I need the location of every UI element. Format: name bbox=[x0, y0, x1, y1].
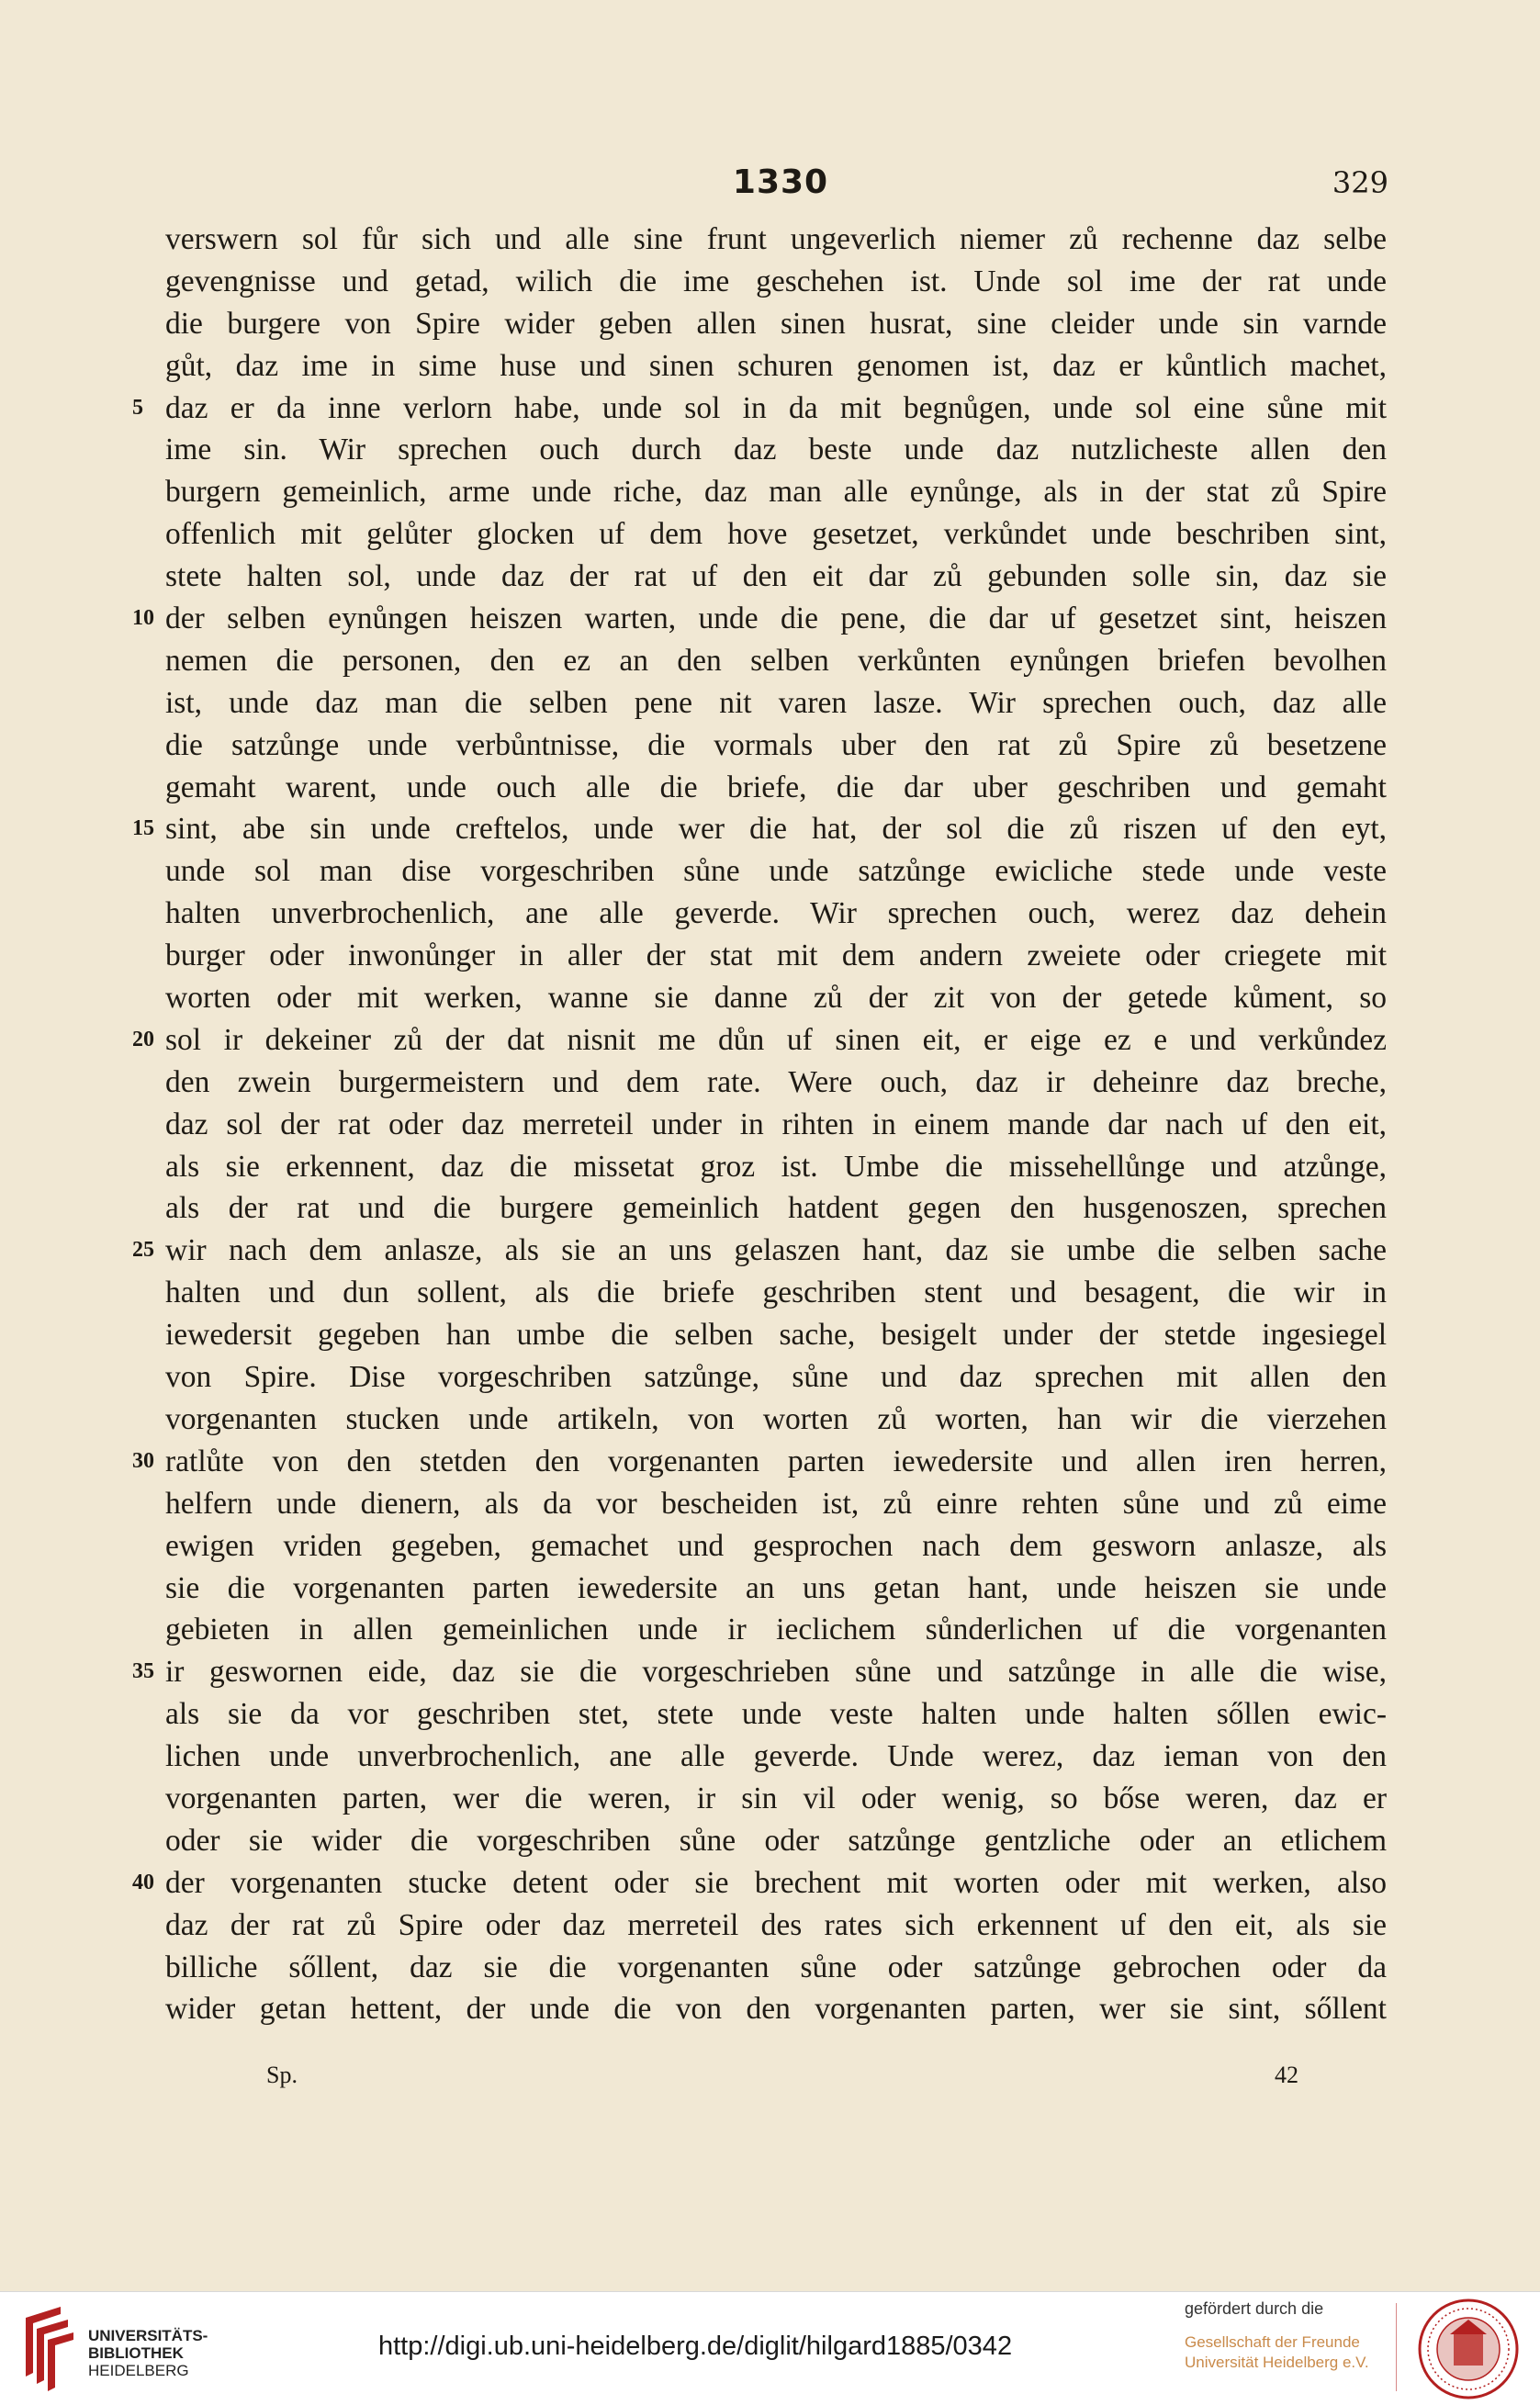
text-line bbox=[165, 1736, 1387, 1778]
text-line bbox=[165, 471, 1387, 513]
line-text: oder sie wider die vorgeschriben sůne oder satzůnge gentzliche oder an etlichem bbox=[165, 1823, 1387, 1858]
text-line bbox=[165, 977, 1387, 1019]
text-line bbox=[165, 345, 1387, 388]
line-text: sol ir dekeiner zů der dat nisnit me důn uf sinen eit, er eige ez e und verkůndez bbox=[165, 1022, 1387, 1057]
text-line bbox=[165, 1525, 1387, 1568]
text-line bbox=[165, 1104, 1387, 1146]
sponsor-name-line-2: Universität Heidelberg e.V. bbox=[1185, 2354, 1369, 2371]
line-number: 10 bbox=[132, 606, 154, 631]
text-line bbox=[165, 1272, 1387, 1314]
text-line bbox=[165, 850, 1387, 893]
header-year: 1330 bbox=[732, 163, 829, 201]
text-line bbox=[165, 1609, 1387, 1651]
body-text bbox=[132, 219, 1387, 2030]
line-text: burgern gemeinlich, arme unde riche, daz man alle eynůnge, als in der stat zů Spire bbox=[165, 475, 1387, 510]
line-text: von Spire. Dise vorgeschriben satzůnge, sůne und daz sprechen mit allen den bbox=[165, 1360, 1387, 1395]
text-line bbox=[132, 808, 1387, 850]
text-line bbox=[165, 1062, 1387, 1104]
line-text: ime sin. Wir sprechen ouch durch daz beste unde daz nutzlicheste allen den bbox=[165, 433, 1387, 467]
text-line bbox=[165, 1693, 1387, 1736]
text-line bbox=[165, 1314, 1387, 1356]
line-text: wider getan hettent, der unde die von den vorgenanten parten, wer sie sint, sőllent bbox=[165, 1992, 1387, 2027]
line-number: 15 bbox=[132, 816, 154, 841]
line-text: daz der rat zů Spire oder daz merreteil des rates sich erkennent uf den eit, als sie bbox=[165, 1907, 1387, 1942]
viewer-footer-bar bbox=[0, 2291, 1540, 2405]
text-line bbox=[165, 935, 1387, 977]
line-text: billiche sőllent, daz sie die vorgenanten sůne oder satzůnge gebrochen oder da bbox=[165, 1950, 1387, 1984]
line-text: ewigen vriden gegeben, gemachet und gesprochen nach dem gesworn anlasze, als bbox=[165, 1528, 1387, 1563]
text-line bbox=[165, 893, 1387, 935]
text-line bbox=[165, 1483, 1387, 1525]
line-text: iewedersit gegeben han umbe die selben sache, besigelt under der stetde ingesiegel bbox=[165, 1318, 1387, 1353]
text-line bbox=[132, 598, 1387, 640]
line-text: sint, abe sin unde creftelos, unde wer die hat, der sol die zů riszen uf den eyt, bbox=[165, 812, 1387, 847]
text-line bbox=[165, 1146, 1387, 1188]
line-text: gůt, daz ime in sime huse und sinen schuren genomen ist, daz er kůntlich machet, bbox=[165, 348, 1387, 383]
line-text: der vorgenanten stucke detent oder sie brechent mit worten oder mit werken, also bbox=[165, 1865, 1387, 1900]
line-text: halten unverbrochenlich, ane alle geverde. Wir sprechen ouch, werez daz dehein bbox=[165, 896, 1387, 931]
line-number: 25 bbox=[132, 1238, 154, 1263]
line-text: gevengnisse und getad, wilich die ime geschehen ist. Unde sol ime der rat unde bbox=[165, 264, 1387, 298]
line-text: ratlůte von den stetden den vorgenanten parten iewedersite und allen iren herren, bbox=[165, 1444, 1387, 1478]
line-text: vorgenanten parten, wer die weren, ir sin vil oder wenig, so bőse weren, daz er bbox=[165, 1781, 1387, 1815]
line-number: 35 bbox=[132, 1659, 154, 1684]
text-line bbox=[165, 1947, 1387, 1989]
text-line bbox=[165, 1568, 1387, 1610]
text-line bbox=[165, 1356, 1387, 1399]
line-number: 5 bbox=[132, 395, 143, 420]
line-number: 20 bbox=[132, 1027, 154, 1051]
text-line bbox=[165, 1778, 1387, 1820]
line-number: 30 bbox=[132, 1448, 154, 1473]
line-text: die satzůnge unde verbůntnisse, die vormals uber den rat zů Spire zů besetzene bbox=[165, 727, 1387, 762]
line-text: der selben eynůngen heiszen warten, unde die pene, die dar uf gesetzet sint, heiszen bbox=[165, 601, 1387, 636]
line-text: unde sol man dise vorgeschriben sůne unde satzůnge ewicliche stede unde veste bbox=[165, 854, 1387, 889]
line-text: halten und dun sollent, als die briefe geschriben stent und besagent, die wir in bbox=[165, 1276, 1387, 1310]
line-text: gebieten in allen gemeinlichen unde ir ieclichem sůnderlichen uf die vorgenanten bbox=[165, 1613, 1387, 1647]
line-number: 40 bbox=[132, 1870, 154, 1894]
sponsor-label: gefördert durch die bbox=[1185, 2299, 1324, 2318]
line-text: gemaht warent, unde ouch alle die briefe, die dar uber geschriben und gemaht bbox=[165, 770, 1387, 804]
text-line bbox=[165, 429, 1387, 471]
line-text: offenlich mit gelůter glocken uf dem hove gesetzet, verkůndet unde beschriben sint, bbox=[165, 517, 1387, 552]
line-text: ir geswornen eide, daz sie die vorgeschrieben sůne und satzůnge in alle die wise, bbox=[165, 1655, 1387, 1690]
footer-signature: Sp. bbox=[266, 2062, 298, 2088]
footer-divider bbox=[1396, 2303, 1397, 2391]
library-name-line-1: UNIVERSITÄTS- bbox=[88, 2327, 208, 2344]
sponsor-name bbox=[1185, 2332, 1369, 2373]
line-text: lichen unde unverbrochenlich, ane alle geverde. Unde werez, daz ieman von den bbox=[165, 1739, 1387, 1774]
library-name-line-3: HEIDELBERG bbox=[88, 2362, 189, 2379]
line-text: wir nach dem anlasze, als sie an uns gelaszen hant, daz sie umbe die selben sache bbox=[165, 1233, 1387, 1268]
line-text: als der rat und die burgere gemeinlich hatdent gegen den husgenoszen, sprechen bbox=[165, 1191, 1387, 1226]
text-line bbox=[165, 1905, 1387, 1947]
text-line bbox=[132, 1862, 1387, 1905]
text-line bbox=[165, 1187, 1387, 1230]
text-line bbox=[165, 1988, 1387, 2030]
line-text: nemen die personen, den ez an den selben verkůnten eynůngen briefen bevolhen bbox=[165, 643, 1387, 678]
text-line bbox=[132, 388, 1387, 430]
footer-sheet-number: 42 bbox=[1275, 2062, 1298, 2088]
line-text: als sie da vor geschriben stet, stete unde veste halten unde halten sőllen ewic- bbox=[165, 1697, 1387, 1732]
line-text: ist, unde daz man die selben pene nit varen lasze. Wir sprechen ouch, daz alle bbox=[165, 685, 1387, 720]
text-line bbox=[132, 1651, 1387, 1693]
text-line bbox=[165, 640, 1387, 682]
line-text: den zwein burgermeistern und dem rate. Were ouch, daz ir deheinre daz breche, bbox=[165, 1064, 1387, 1099]
text-line bbox=[132, 1230, 1387, 1272]
line-text: verswern sol fůr sich und alle sine frunt ungeverlich niemer zů rechenne daz selbe bbox=[165, 222, 1387, 256]
line-text: burger oder inwonůnger in aller der stat mit dem andern zweiete oder criegete mit bbox=[165, 938, 1387, 973]
text-line bbox=[165, 767, 1387, 809]
text-line bbox=[165, 725, 1387, 767]
line-text: vorgenanten stucken unde artikeln, von worten zů worten, han wir die vierzehen bbox=[165, 1401, 1387, 1436]
line-text: stete halten sol, unde daz der rat uf den eit dar zů gebunden solle sin, daz sie bbox=[165, 559, 1387, 594]
library-name bbox=[88, 2327, 208, 2379]
line-text: worten oder mit werken, wanne sie danne zů der zit von der getede kůment, so bbox=[165, 981, 1387, 1016]
text-line bbox=[132, 1441, 1387, 1483]
university-library-logo-icon bbox=[15, 2301, 79, 2393]
text-line bbox=[165, 1399, 1387, 1441]
line-text: helfern unde dienern, als da vor bescheiden ist, zů einre rehten sůne und zů eime bbox=[165, 1486, 1387, 1521]
line-text: daz er da inne verlorn habe, unde sol in da mit begnůgen, unde sol eine sůne mit bbox=[165, 390, 1387, 425]
permalink-url[interactable]: http://digi.ub.uni-heidelberg.de/diglit/hilgard1885/0342 bbox=[378, 2332, 1013, 2361]
header-page-number: 329 bbox=[1332, 165, 1388, 200]
text-line bbox=[165, 219, 1387, 261]
text-line bbox=[132, 1019, 1387, 1062]
text-line bbox=[165, 261, 1387, 303]
line-text: als sie erkennent, daz die missetat groz ist. Umbe die missehellůnge und atzůnge, bbox=[165, 1149, 1387, 1184]
text-line bbox=[165, 682, 1387, 725]
university-seal-icon bbox=[1417, 2298, 1520, 2400]
library-name-line-2: BIBLIOTHEK bbox=[88, 2344, 184, 2362]
text-line bbox=[165, 556, 1387, 598]
sponsor-name-line-1: Gesellschaft der Freunde bbox=[1185, 2333, 1360, 2351]
line-text: die burgere von Spire wider geben allen sinen husrat, sine cleider unde sin varnde bbox=[165, 306, 1387, 341]
text-line bbox=[165, 303, 1387, 345]
text-line bbox=[165, 513, 1387, 556]
text-line bbox=[165, 1820, 1387, 1862]
line-text: daz sol der rat oder daz merreteil under in rihten in einem mande dar nach uf den eit, bbox=[165, 1107, 1387, 1141]
line-text: sie die vorgenanten parten iewedersite an uns getan hant, unde heiszen sie unde bbox=[165, 1570, 1387, 1605]
